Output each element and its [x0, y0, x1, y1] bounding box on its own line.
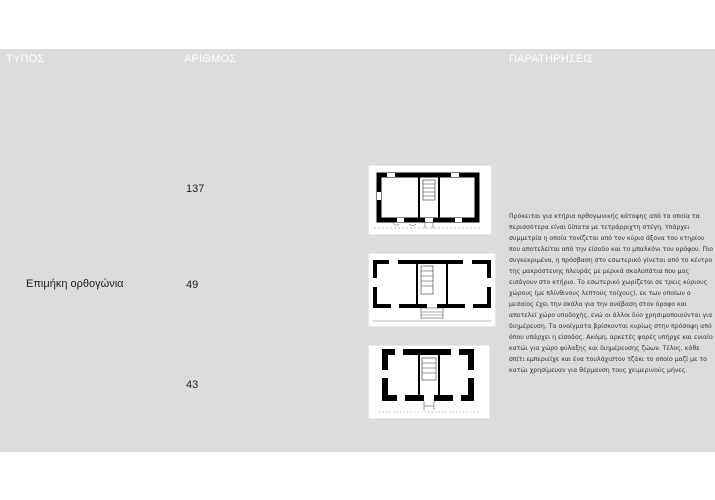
number-cell — [178, 240, 355, 337]
type-label: Επιμήκη ορθογώνια — [26, 278, 124, 290]
row-number: 43 — [186, 379, 199, 391]
footer-row — [357, 435, 501, 452]
floor-plan-image — [368, 345, 490, 419]
header-remarks: ΠΑΡΑΤΗΡΗΣΕΙΣ — [509, 53, 594, 65]
footer-row — [0, 435, 176, 452]
header-cell-type — [0, 49, 176, 145]
header-cell-remarks — [503, 49, 715, 145]
header-cell-number — [178, 49, 355, 145]
footer-row — [503, 435, 715, 452]
header-number: ΑΡΙΘΜΟΣ — [184, 53, 237, 65]
type-cell — [0, 147, 176, 433]
footer-row — [178, 435, 355, 452]
floor-plan-image — [368, 253, 496, 327]
header-cell-image — [357, 49, 501, 145]
row-number: 137 — [186, 183, 205, 195]
remarks-text: Πρόκειται για κτήρια ορθογωνικής κάτοψης από τα οποία τα περισσότερα είναι δίπατα με τετράρριχτη στέγη. Υπάρχει συμμετρία η οποία τονίζεται από τον κύριο άξονα του κτηρίου που αποτελείται από την είσοδο και το μπαλκόνι του ορόφου. Πιο συγκεκριμένα, η πρόσβαση στο εσωτερικό γίνεται από το κέντρο της μακρόστενης πλευράς με μερικά σκαλοπάτια που μας εισάγουν στο κτήριο. Το εσωτερικό χωρίζεται σε τρεις κύριους χώρους (με πλίνθινους λεπτούς τοίχους), εκ των οποίων ο μεσαίος έχει την σκάλα για την ανάβαση στον όροφο και αποτελεί χώρο υποδοχής, ενώ οι άλλοι δύο χρησιμοποιούνται για διημέρευση. Τα ανοίγματα βρίσκονται κυρίως στην πρόσοψη από όπου υπάρχει η είσοδος. Ακόμη, αρκετές φορές υπήρχε και ενιαίο κατώι για χώρο φύλαξης και διημέρευσης ζώων. Τέλος, κάθε σπίτι εμπεριείχε και ένα τουλάχιστον τζάκι το οποίο μαζί με το κατώι χρησίμευαν για θέρμανση τους χειμερινούς μήνες. — [509, 213, 714, 374]
number-cell — [178, 147, 355, 238]
number-cell — [178, 339, 355, 433]
header-type: ΤΥΠΟΣ — [6, 53, 45, 65]
row-number: 49 — [186, 279, 199, 291]
floor-plan-image — [368, 165, 492, 235]
